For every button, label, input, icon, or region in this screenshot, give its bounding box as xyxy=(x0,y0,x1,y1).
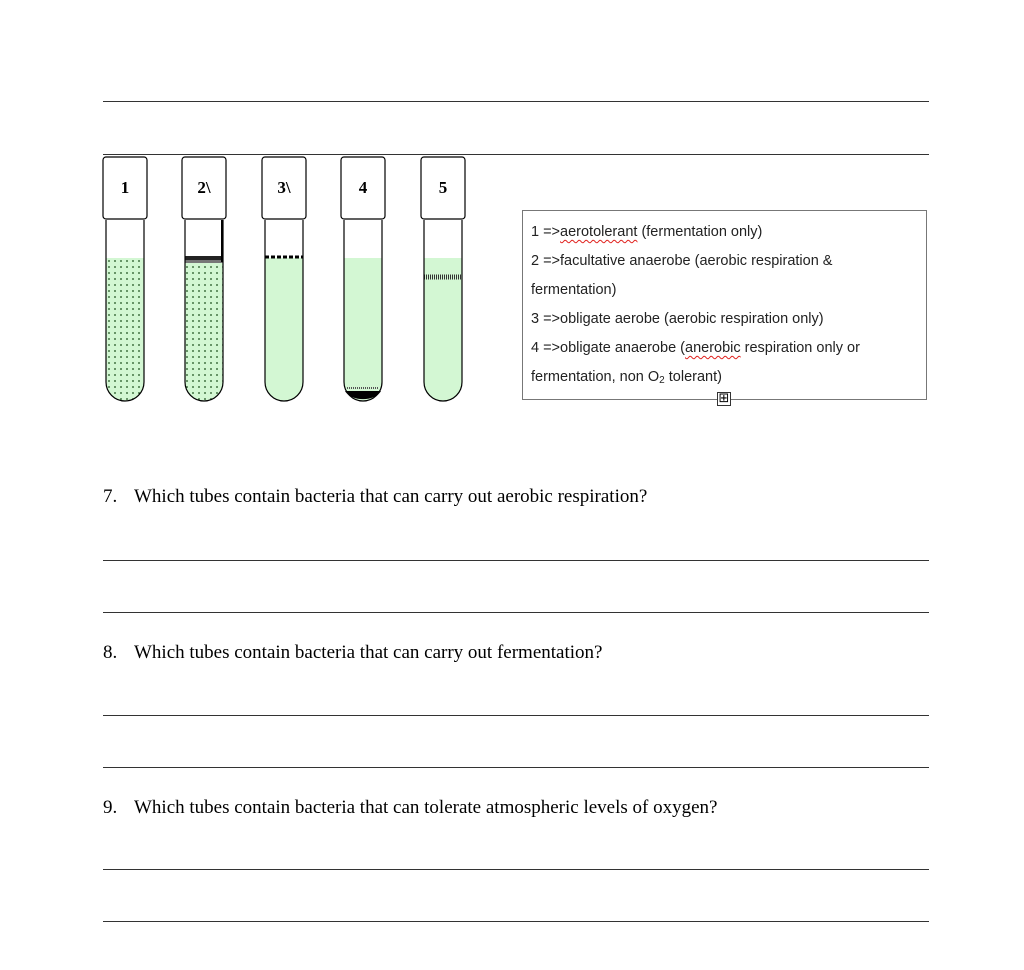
answer-line-q7-2[interactable] xyxy=(103,612,929,613)
tube-4-medium xyxy=(344,258,382,401)
tube-2-label: 2\ xyxy=(197,178,211,197)
legend-line-1: 1 =>aerotolerant (fermentation only) xyxy=(531,224,763,240)
tube-2-top-growth-hatch xyxy=(185,260,223,263)
question-9 xyxy=(103,797,717,819)
answer-line-q7-1[interactable] xyxy=(103,560,929,561)
answer-line-top-1 xyxy=(103,101,929,102)
answer-line-q8-2[interactable] xyxy=(103,767,929,768)
question-8 xyxy=(103,642,602,664)
tube-2-medium xyxy=(185,258,223,401)
tube-3-label: 3\ xyxy=(277,178,291,197)
tube-2-top-growth xyxy=(185,256,223,260)
legend-line-6: fermentation, non $O_2$ tolerant) xyxy=(531,369,722,386)
legend-line-5: 4 =>obligate anaerobe (anerobic respiration only or xyxy=(531,340,860,356)
answer-line-q8-1[interactable] xyxy=(103,715,929,716)
tube-3-medium xyxy=(265,258,303,401)
question-8-text: Which tubes contain bacteria that can carry out fermentation? xyxy=(134,642,603,663)
question-8-number: 8. xyxy=(103,642,118,663)
spelling-flagged-word: anerobic xyxy=(685,340,741,356)
question-7-text: Which tubes contain bacteria that can carry out aerobic respiration? xyxy=(134,486,648,507)
tube-4-label: 4 xyxy=(358,178,368,197)
tube-4-bottom-growth xyxy=(345,391,381,399)
legend-line-2: 2 =>facultative anaerobe (aerobic respiration & xyxy=(531,253,833,269)
textbox-anchor-icon[interactable]: ⊞ xyxy=(718,391,730,406)
question-9-text: Which tubes contain bacteria that can tolerate atmospheric levels of oxygen? xyxy=(134,797,718,818)
answer-line-q9-2[interactable] xyxy=(103,921,929,922)
legend-text-box[interactable] xyxy=(522,210,927,400)
question-7-number: 7. xyxy=(103,486,118,507)
tube-1-medium xyxy=(106,258,144,401)
legend-line-4: 3 =>obligate aerobe (aerobic respiration only) xyxy=(531,311,824,327)
tube-5-label: 5 xyxy=(438,178,448,197)
question-7 xyxy=(103,486,647,508)
tube-1-label: 1 xyxy=(120,178,130,197)
legend-line-3: fermentation) xyxy=(531,282,617,298)
answer-line-q9-1[interactable] xyxy=(103,869,929,870)
spelling-flagged-word: aerotolerant xyxy=(560,224,638,240)
question-9-number: 9. xyxy=(103,797,118,818)
test-tube-figure xyxy=(100,150,490,410)
